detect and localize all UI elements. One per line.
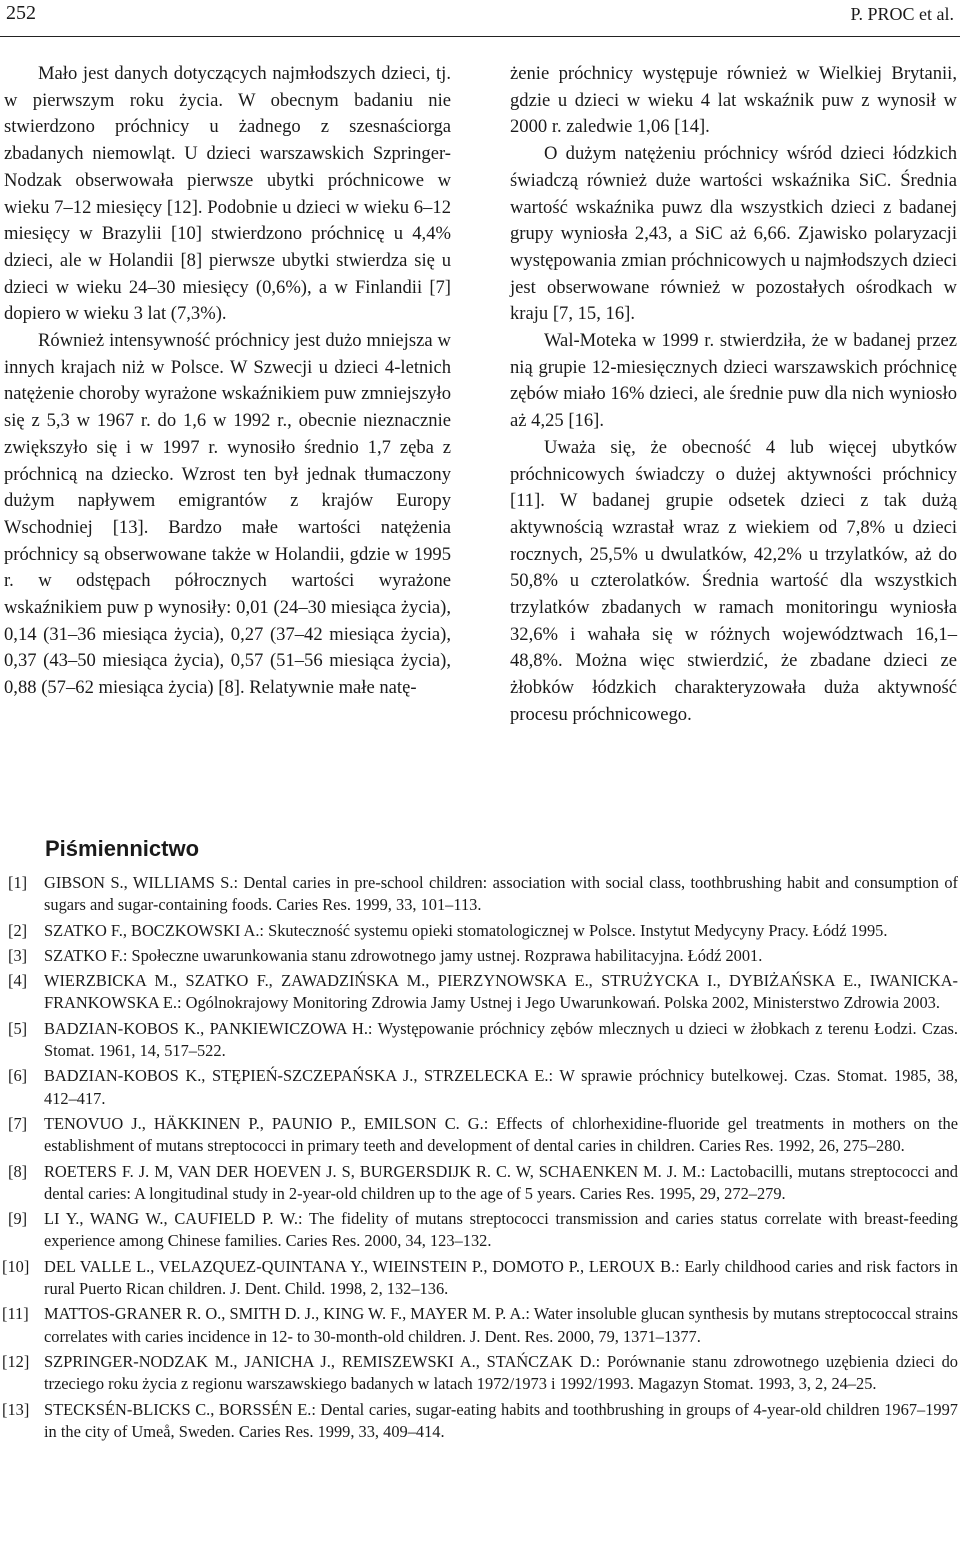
references-heading: Piśmiennictwo <box>45 836 200 861</box>
paragraph: Również intensywność próchnicy jest dużo mniejsza w innych krajach niż w Polsce. W Szwecji u dzieci 4-letnich natężenie choroby wyrażone wskaźnikiem puw zmniejszyło się z 5,3 w 1967 r. do 1,6 w 1992 r., obecnie nieznacznie zwiększyło się i w 1997 r. wynosiło średnio 1,7 zęba z próchnicą na dziecko. Wzrost ten był jednak tłumaczony dużym napływem emigrantów z krajów Europy Wschodniej [13]. Bardzo małe wartości natężenia próchnicy są obserwowane także w Holandii, gdzie w 1995 r. w odstępach półrocznych wartości wyrażone wskaźnikiem puw p wynosiły: 0,01 (24–30 miesiąca życia), 0,14 (31–36 miesiąca życia), 0,27 (37–42 miesiąca życia), 0,37 (43–50 miesiąca życia), 0,57 (51–56 miesiąca życia), 0,88 (57–62 miesiąca życia) [8]. Relatywnie małe natę- <box>4 330 451 699</box>
reference-text: STECKSÉN-BLICKS C., BORSSÉN E.: Dental caries, sugar-eating habits and toothbrushing in groups of 4-year-old children 1967–1997 in the city of Umeå, Sweden. Caries Res. 1999, 33, 409–414. <box>44 1399 958 1441</box>
reference-number: [2] <box>8 920 28 940</box>
reference-number: [4] <box>8 971 28 991</box>
references-list <box>0 872 958 1446</box>
reference-number: [10] <box>2 1256 30 1276</box>
page-number: 252 <box>6 2 36 24</box>
reference-item <box>0 1113 958 1158</box>
paragraph: Mało jest danych dotyczących najmłodszych dzieci, tj. w pierwszym roku życia. W obecnym badaniu nie stwierdzono próchnicy u żadnego z szesnaściorga zbadanych niemowląt. U dzieci warszawskich Szpringer-Nodzak obserwowała pierwsze ubytki próchnicowe w wieku 7–12 miesięcy [12]. Podobnie u dzieci w wieku 6–12 miesięcy w Brazylii [10] stwierdzono próchnicę u 4,4% dzieci, ale w Holandii [8] pierwsze ubytki stwierdza się u dzieci w wieku 24–30 miesięcy (0,6%), a w Finlandii [7] dopiero w wieku 3 lat (7,3%). <box>4 63 451 325</box>
reference-text: BADZIAN-KOBOS K., PANKIEWICZOWA H.: Występowanie próchnicy zębów mlecznych u dzieci w żłobkach z terenu Łodzi. Czas. Stomat. 1961, 14, 517–522. <box>44 1018 958 1061</box>
reference-text: LI Y., WANG W., CAUFIELD P. W.: The fidelity of mutans streptococci transmission and caries status correlate with breast-feeding experience among Chinese families. Caries Res. 2000, 34, 123–132. <box>44 1209 958 1251</box>
reference-text: SZPRINGER-NODZAK M., JANICHA J., REMISZEWSKI A., STAŃCZAK D.: Porównanie stanu zdrowotnego uzębienia dzieci do trzeciego roku życia z regionu warszawskiego badanych w latach 1972/1973 i 1992/1993. Magazyn Stomat. 1993, 3, 2, 24–25. <box>44 1351 958 1394</box>
reference-item <box>0 920 958 942</box>
reference-item <box>0 1399 958 1444</box>
reference-number: [3] <box>8 945 28 965</box>
reference-text: TENOVUO J., HÄKKINEN P., PAUNIO P., EMILSON C. G.: Effects of chlorhexidine-fluoride gel treatments in mothers on the establishment of mutans streptococci in primary teeth and development of dental caries in children. Caries Res. 1992, 26, 275–280. <box>44 1113 958 1156</box>
running-head: P. PROC et al. <box>850 4 954 24</box>
reference-item <box>0 1065 958 1110</box>
reference-item <box>0 1018 958 1063</box>
reference-number: [12] <box>2 1351 30 1371</box>
reference-item <box>0 970 958 1015</box>
reference-text: ROETERS F. J. M, VAN DER HOEVEN J. S, BURGERSDIJK R. C. W, SCHAENKEN M. J. M.: Lactobacilli, mutans streptococci and dental caries: A longitudinal study in 2-year-old children up to the age of 5 years. Caries Res. 1995, 29, 272–279. <box>44 1161 958 1203</box>
reference-text: MATTOS-GRANER R. O., SMITH D. J., KING W. F., MAYER M. P. A.: Water insoluble glucan synthesis by mutans streptococcal strains correlates with caries incidence in 12- to 30-month-old children. J. Dent. Res. 2000, 79, 1371–1377. <box>44 1304 959 1346</box>
reference-text: WIERZBICKA M., SZATKO F., ZAWADZIŃSKA M., PIERZYNOWSKA E., STRUŻYCKA I., DYBIŻAŃSKA E., IWANICKA-FRANKOWSKA E.: Ogólnokrajowy Monitoring Zdrowia Jamy Ustnej i Jego Uwarunkowań. Polska 2002, Ministerstwo Zdrowia 2003. <box>44 971 958 1013</box>
reference-number: [6] <box>8 1066 28 1086</box>
header-rule <box>0 36 960 37</box>
reference-item <box>0 872 958 917</box>
reference-item <box>0 1303 958 1348</box>
left-column <box>4 61 451 702</box>
right-column <box>510 61 957 729</box>
reference-text: DEL VALLE L., VELAZQUEZ-QUINTANA Y., WIEINSTEIN P., DOMOTO P., LEROUX B.: Early childhood caries and risk factors in rural Puerto Rican children. J. Dent. Child. 1998, 2, 132–136. <box>44 1256 958 1299</box>
reference-number: [1] <box>8 873 28 892</box>
reference-number: [13] <box>2 1399 30 1419</box>
reference-number: [7] <box>8 1113 28 1133</box>
reference-item <box>0 945 958 967</box>
reference-text: BADZIAN-KOBOS K., STĘPIEŃ-SZCZEPAŃSKA J., STRZELECKA E.: W sprawie próchnicy butelkowej. Czas. Stomat. 1985, 38, 412–417. <box>44 1066 958 1108</box>
reference-number: [5] <box>8 1018 28 1038</box>
reference-item <box>0 1161 958 1206</box>
reference-number: [8] <box>8 1161 28 1181</box>
paragraph: żenie próchnicy występuje również w Wielkiej Brytanii, gdzie u dzieci w wieku 4 lat wskaźnik puw z wynosił w 2000 r. zaledwie 1,06 [14]. <box>510 63 957 138</box>
reference-text: GIBSON S., WILLIAMS S.: Dental caries in pre-school children: association with social class, toothbrushing habit and consumption of sugars and sugar-containing foods. Caries Res. 1999, 33, 101–113. <box>44 873 958 915</box>
reference-item <box>0 1351 958 1396</box>
reference-number: [9] <box>8 1209 28 1229</box>
reference-number: [11] <box>2 1304 29 1324</box>
paragraph: O dużym natężeniu próchnicy wśród dzieci łódzkich świadczą również duże wartości wskaźnika SiC. Średnia wartość wskaźnika puwz dla wszystkich dzieci z badanej grupy wyniosła 2,43, a SiC aż 6,66. Zjawisko polaryzacji występowania zmian próchnicowych u najmłodszych dzieci jest obserwowane również w pozostałych ośrodkach w kraju [7, 15, 16]. <box>510 143 957 325</box>
reference-text: SZATKO F.: Społeczne uwarunkowania stanu zdrowotnego jamy ustnej. Rozprawa habilitacyjna. Łódź 2001. <box>44 945 763 965</box>
reference-text: SZATKO F., BOCZKOWSKI A.: Skuteczność systemu opieki stomatologicznej w Polsce. Instytut Medycyny Pracy. Łódź 1995. <box>44 920 888 940</box>
reference-item <box>0 1208 958 1253</box>
page-header <box>0 0 960 40</box>
paragraph: Uważa się, że obecność 4 lub więcej ubytków próchnicowych świadczy o dużej aktywności próchnicy [11]. W badanej grupie odsetek dzieci z tak dużą aktywnością wzrastał wraz z wiekiem od 7,8% u dzieci rocznych, 25,5% u dwulatków, 42,2% u trzylatków, aż do 50,8% u czterolatków. Średnia wartość dla wszystkich trzylatków zbadanych w ramach monitoringu wyniosła 32,6% i wahała się w różnych województwach 16,1–48,8%. Można więc stwierdzić, że zbadane dzieci ze żłobków łódzkich charakteryzowała duża aktywność procesu próchnicowego. <box>510 436 957 725</box>
reference-item <box>0 1256 958 1301</box>
paragraph: Wal-Moteka w 1999 r. stwierdziła, że w badanej przez nią grupie 12-miesięcznych dzieci warszawskich próchnicę zębów miało 16% dzieci, ale średnie puw dla nich wyniosło aż 4,25 [16]. <box>510 330 957 432</box>
